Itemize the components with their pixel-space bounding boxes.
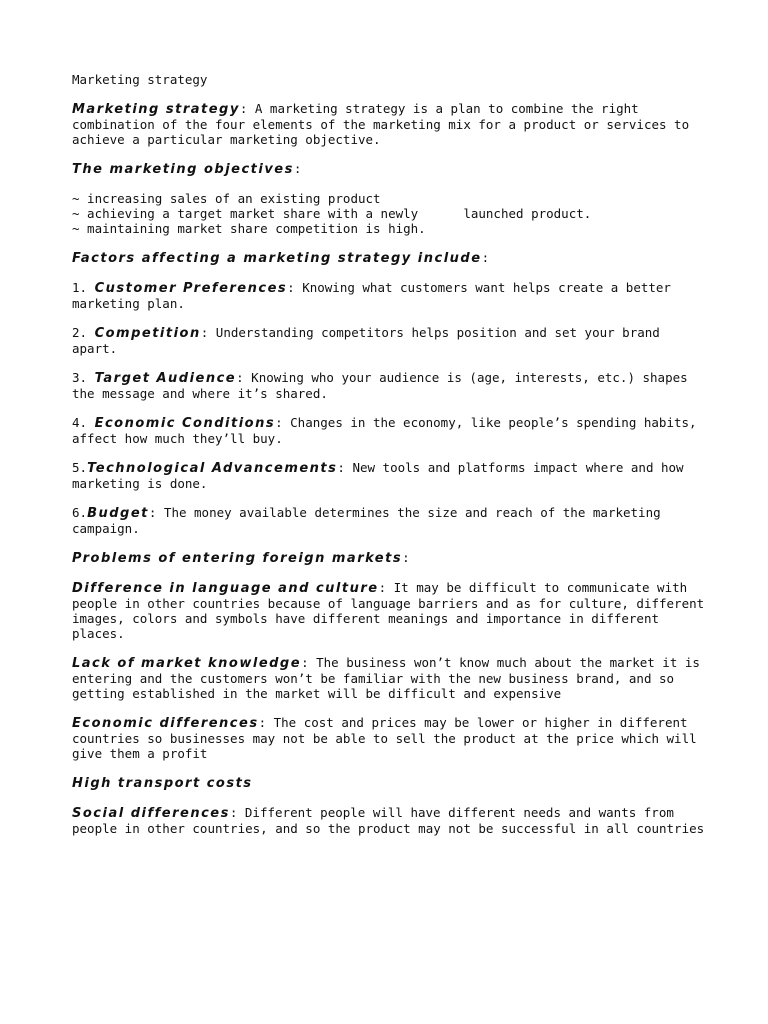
problem-term: High transport costs xyxy=(72,776,253,791)
factor-number: 6. xyxy=(72,505,88,520)
factor-item xyxy=(72,280,712,311)
factors-heading xyxy=(72,250,712,266)
factor-term: Budget xyxy=(87,506,149,521)
problem-item xyxy=(72,775,712,791)
intro-term: Marketing strategy xyxy=(72,102,240,117)
factor-number: 3. xyxy=(72,370,95,385)
intro-text: : A marketing strategy is a plan to combine the right combination of the four elements of the marketing mix for a product or services to achieve a particular marketing objective. xyxy=(72,101,697,147)
factors-heading-suffix: : xyxy=(481,250,490,265)
objectives-heading xyxy=(72,161,712,177)
problem-text: : The business won’t know much about the market it is entering and the customers won’t be familiar with the new business brand, and so getting established in the market will be difficult and expensive xyxy=(72,655,708,701)
factor-item xyxy=(72,415,712,446)
factor-text: : New tools and platforms impact where and how marketing is done. xyxy=(72,460,692,491)
factor-text: : Knowing what customers want helps create a better marketing plan. xyxy=(72,280,679,311)
problems-heading-term: Problems of entering foreign markets xyxy=(72,551,403,566)
problem-item xyxy=(72,805,712,836)
problems-heading-suffix: : xyxy=(402,550,410,565)
objectives-heading-suffix: : xyxy=(293,161,302,176)
factor-item xyxy=(72,325,712,356)
problem-text: : Different people will have different needs and wants from people in other countries, and so the product may not be successful in all countries xyxy=(72,805,705,836)
factor-text: : Changes in the economy, like people’s spending habits, affect how much they’ll buy. xyxy=(72,415,705,446)
factor-number: 1. xyxy=(72,280,95,295)
document-page xyxy=(72,72,712,850)
list-item: ~ increasing sales of an existing product xyxy=(72,191,381,206)
problem-term: Social differences xyxy=(72,806,230,821)
problem-item xyxy=(72,580,712,641)
problem-text: : It may be difficult to communicate with people in other countries because of language barriers and as for culture, different images, colors and symbols have different meanings and importance in different places. xyxy=(72,580,712,641)
factor-term: Competition xyxy=(94,326,201,341)
document-title: Marketing strategy xyxy=(72,72,208,87)
factor-item xyxy=(72,460,712,491)
factor-term: Customer Preferences xyxy=(94,281,288,296)
intro-paragraph xyxy=(72,101,712,147)
problem-term: Lack of market knowledge xyxy=(72,656,302,671)
factor-number: 4. xyxy=(72,415,95,430)
factor-item xyxy=(72,370,712,401)
objectives-heading-term: The marketing objectives xyxy=(72,162,294,177)
problem-item xyxy=(72,655,712,701)
problem-term: Economic differences xyxy=(72,716,259,731)
list-item: ~ achieving a target market share with a newly launched product. xyxy=(72,206,592,221)
factor-number: 5. xyxy=(72,460,88,475)
factor-text: : Understanding competitors helps position and set your brand apart. xyxy=(72,325,668,356)
list-item: ~ maintaining market share competition is high. xyxy=(72,221,426,236)
factor-text: : Knowing who your audience is (age, interests, etc.) shapes the message and where it’s shared. xyxy=(72,370,696,401)
factor-item xyxy=(72,505,712,536)
problem-text: : The cost and prices may be lower or higher in different countries so businesses may not be able to sell the product at the price which will give them a profit xyxy=(72,715,705,761)
problem-item xyxy=(72,715,712,761)
factor-number: 2. xyxy=(72,325,95,340)
factor-text: : The money available determines the size and reach of the marketing campaign. xyxy=(72,505,669,536)
factor-term: Target Audience xyxy=(94,371,237,386)
problem-term: Difference in language and culture xyxy=(72,581,379,596)
factors-heading-term: Factors affecting a marketing strategy include xyxy=(72,251,482,266)
objectives-list xyxy=(72,191,712,236)
factor-term: Economic Conditions xyxy=(94,416,276,431)
factor-term: Technological Advancements xyxy=(87,461,338,476)
problems-heading xyxy=(72,550,712,566)
